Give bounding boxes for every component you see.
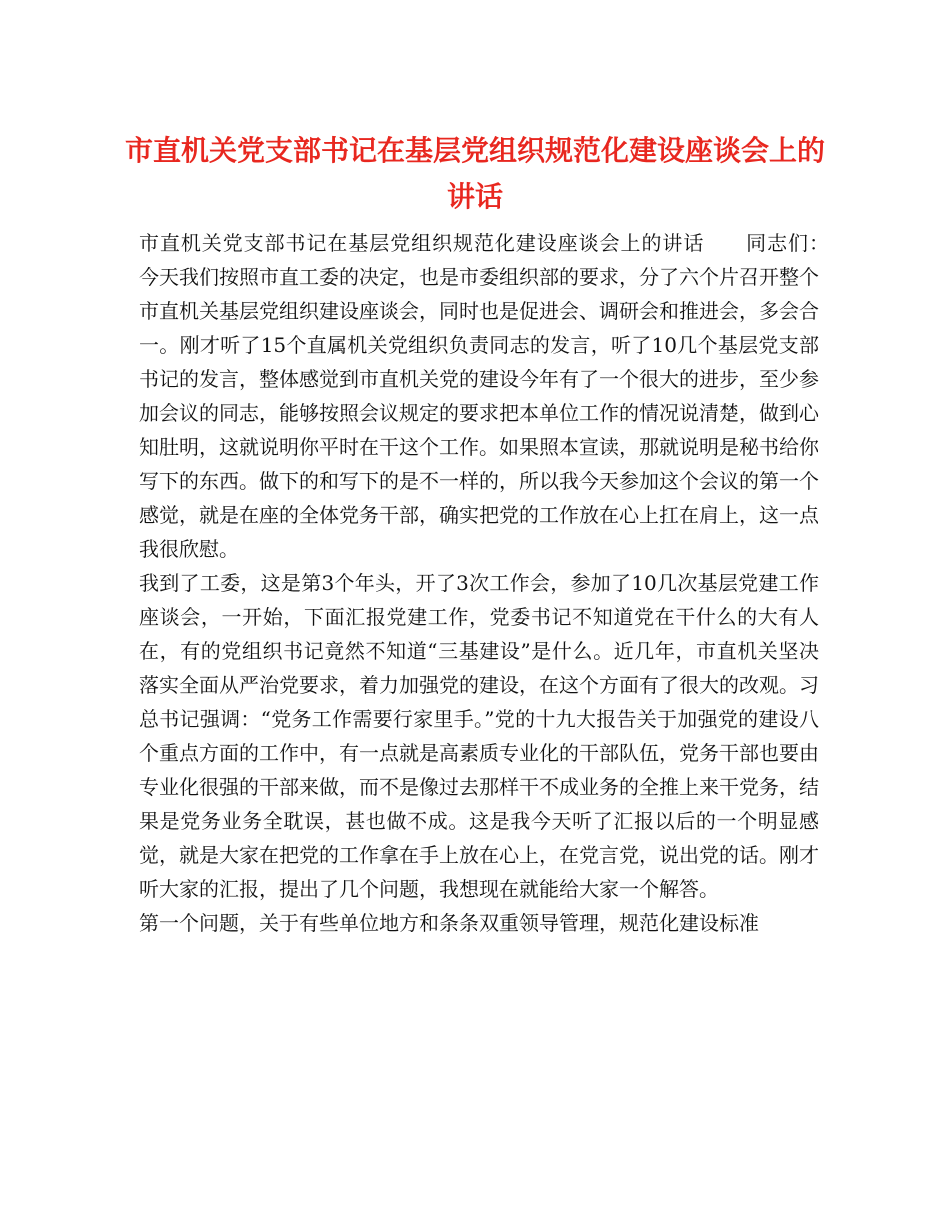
document-body: [139, 226, 839, 940]
paragraph-2: 我到了工委，这是第3个年头，开了3次工作会，参加了10几次基层党建工作座谈会，一开始，下面汇报党建工作，党委书记不知道党在干什么的大有人在，有的党组织书记竟然不知道“三基建设”是什么。近几年，市直机关坚决落实全面从严治党要求，着力加强党的建设，在这个方面有了很大的改观。习总书记强调：“党务工作需要行家里手。”党的十九大报告关于加强党的建设八个重点方面的工作中，有一点就是高素质专业化的干部队伍，党务干部也要由专业化很强的干部来做，而不是像过去那样干不成业务的全推上来干党务，结果是党务业务全耽误，甚也做不成。这是我今天听了汇报以后的一个明显感觉，就是大家在把党的工作拿在手上放在心上，在党言党，说出党的话。刚才听大家的汇报，提出了几个问题，我想现在就能给大家一个解答。: [139, 571, 819, 901]
document-title: 市直机关党支部书记在基层党组织规范化建设座谈会上的讲话: [124, 134, 825, 213]
paragraph-1: 市直机关党支部书记在基层党组织规范化建设座谈会上的讲话 同志们： 今天我们按照市直工委的决定，也是市委组织部的要求，分了六个片召开整个市直机关基层党组织建设座谈会，同时也是促进会、调研会和推进会，多会合一。刚才听了15个直属机关党组织负责同志的发言，听了10几个基层党支部书记的发言，整体感觉到市直机关党的建设今年有了一个很大的进步，至少参加会议的同志，能够按照会议规定的要求把本单位工作的情况说清楚，做到心知肚明，这就说明你平时在干这个工作。如果照本宣读，那就说明是秘书给你写下的东西。做下的和写下的是不一样的，所以我今天参加这个会议的第一个感觉，就是在座的全体党务干部，确实把党的工作放在心上扛在肩上，这一点我很欣慰。: [139, 231, 839, 561]
paragraph-3: 第一个问题，关于有些单位地方和条条双重领导管理，规范化建设标准: [139, 911, 759, 935]
